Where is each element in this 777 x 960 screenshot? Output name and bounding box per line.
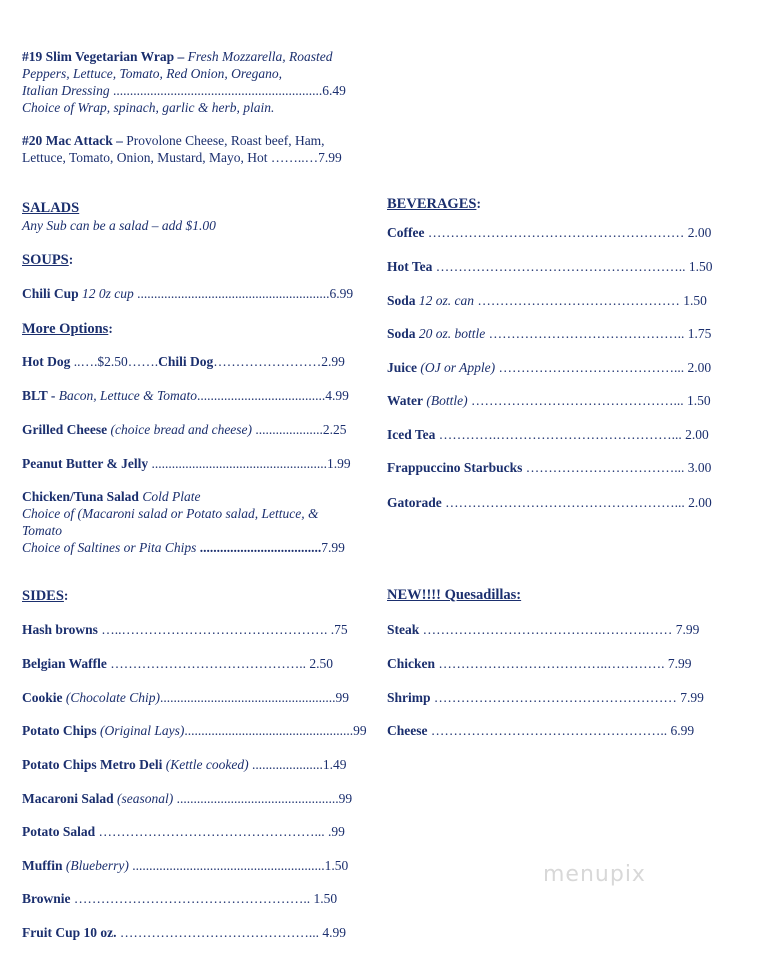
item-price: 4.99	[322, 925, 346, 940]
section-heading: SALADS	[22, 200, 80, 216]
item-price: 1.99	[326, 456, 351, 471]
item-name: Hash browns	[22, 622, 98, 637]
item-price: 1.49	[322, 757, 347, 772]
menu-item	[22, 689, 349, 706]
item-price: 1.50	[688, 259, 713, 274]
item-name: Soda	[387, 326, 416, 341]
menu-item	[22, 621, 348, 638]
item-name: Soda	[387, 293, 416, 308]
item-20	[22, 132, 342, 166]
section-heading: BEVERAGES	[387, 196, 477, 212]
menu-item	[22, 823, 345, 840]
menu-item	[387, 325, 711, 342]
item-price: 1.50	[324, 858, 349, 873]
item-price: 7.99	[680, 690, 704, 705]
menu-item	[22, 790, 352, 807]
item-price: 75	[334, 622, 348, 637]
menu-item	[387, 655, 692, 672]
item-price: 2.00	[685, 427, 709, 442]
menu-item	[22, 857, 348, 874]
item-price: 99	[353, 723, 367, 738]
item-desc: 20 oz. bottle	[415, 326, 486, 341]
menu-item	[22, 285, 353, 302]
leader-dots: ………………………………..………….	[435, 656, 668, 671]
leader-dots: ………………………………………………..	[432, 259, 689, 274]
heading-colon: :	[108, 321, 113, 336]
item-price: 2.00	[688, 495, 712, 510]
dash: –	[112, 133, 127, 148]
leader-dots: ……………………………………………...	[441, 495, 689, 510]
menu-item	[22, 455, 351, 472]
item-name: Chili Dog	[158, 354, 214, 369]
item-price: 7.99	[667, 656, 692, 671]
item-price: 2.00	[687, 225, 712, 240]
item-name: Coffee	[387, 225, 425, 240]
item-desc: Choice of Saltines or Pita Chips	[22, 540, 197, 555]
item-name: Brownie	[22, 891, 71, 906]
leader-dots: .........................................................	[132, 858, 325, 873]
item-name: Potato Salad	[22, 824, 96, 839]
item-price: 3.00	[687, 460, 712, 475]
item-price: 4.99	[325, 388, 349, 403]
item-name: Macaroni Salad	[22, 791, 114, 806]
item-name: Potato Chips	[22, 723, 97, 738]
item-name: Fruit Cup 10 oz.	[22, 925, 117, 940]
beverages-heading	[387, 195, 481, 213]
menu-item	[22, 421, 347, 438]
item-desc: (choice bread and cheese)	[107, 422, 256, 437]
item-price: 99	[331, 824, 345, 839]
menu-item	[22, 488, 345, 556]
menu-item	[387, 258, 713, 275]
item-name: Hot Dog	[22, 354, 71, 369]
leader-dots: ......................................	[197, 388, 326, 403]
item-name: Iced Tea	[387, 427, 436, 442]
leader-dots: …………………………………………………	[424, 225, 688, 240]
menu-item	[22, 890, 337, 907]
leader-dots: …………………………………………... .	[95, 824, 332, 839]
item-name: Grilled Cheese	[22, 422, 108, 437]
item-price: 2.25	[322, 422, 347, 437]
item-desc: Tomato	[22, 523, 63, 538]
item-price: 2.00	[687, 360, 712, 375]
item-desc: (Bottle)	[423, 393, 468, 408]
item-name: Chicken	[387, 656, 436, 671]
item-desc: Peppers, Lettuce, Tomato, Red Onion, Oregano,	[22, 66, 282, 81]
menu-item	[387, 292, 707, 309]
leader-dots: ………………………………………	[474, 293, 684, 308]
leader-dots: ……………………………………..	[485, 326, 688, 341]
item-name: Cheese	[387, 723, 428, 738]
menu-item	[387, 494, 712, 511]
leader-dots: ....................	[255, 422, 323, 437]
item-name: Cookie	[22, 690, 63, 705]
dash: –	[174, 49, 188, 64]
item-price: 99	[338, 791, 353, 806]
section-note: Any Sub can be a salad – add $1.00	[22, 218, 216, 233]
item-name: Hot Tea	[387, 259, 433, 274]
item-price: 2.99	[321, 354, 345, 369]
menu-item	[22, 353, 345, 370]
leader-dots: ....................................................	[148, 456, 327, 471]
leader-dots: ………………………………….……….……	[419, 622, 676, 637]
item-name: Potato Chips Metro Deli	[22, 757, 163, 772]
item-price: 2.50	[309, 656, 334, 671]
heading-colon: :	[476, 196, 481, 211]
item-name: Peanut Butter & Jelly	[22, 456, 149, 471]
menu-item	[387, 689, 704, 706]
item-price: 99	[335, 690, 349, 705]
item-desc: (Blueberry)	[62, 858, 133, 873]
item-name: Chicken/Tuna Salad	[22, 489, 139, 504]
menu-item	[387, 459, 711, 476]
menu-item	[22, 387, 349, 404]
item-price: 6.49	[322, 83, 346, 98]
section-heading: SIDES	[22, 588, 64, 604]
item-desc: Lettuce, Tomato, Onion, Mustard, Mayo, Hot ……..…	[22, 150, 319, 165]
item-desc: 12 oz. can	[415, 293, 475, 308]
item-price: 1.50	[313, 891, 338, 906]
leader-dots: ……………………………………...	[116, 925, 323, 940]
leader-dots: ……………………………………………..	[427, 723, 671, 738]
salads-section	[22, 200, 216, 234]
item-desc: Choice of Wrap, spinach, garlic & herb, plain.	[22, 100, 275, 115]
menu-item	[22, 924, 346, 941]
section-heading: SOUPS	[22, 252, 69, 268]
item-desc: Fresh Mozzarella, Roasted	[187, 49, 333, 64]
item-desc: Cold Plate	[138, 489, 201, 504]
menu-item	[387, 224, 711, 241]
section-heading: NEW!!!! Quesadillas:	[387, 587, 522, 603]
item-desc: (OJ or Apple)	[417, 360, 496, 375]
item-name: BLT -	[22, 388, 56, 403]
menu-item	[387, 426, 709, 443]
leader-dots: .....................	[251, 757, 323, 772]
item-name: #19 Slim Vegetarian Wrap	[22, 49, 175, 64]
item-name: Shrimp	[387, 690, 431, 705]
quesadillas-heading	[387, 586, 521, 604]
menu-item	[387, 621, 699, 638]
leader-dots: ……………………	[213, 354, 322, 369]
item-name: Gatorade	[387, 495, 442, 510]
menu-item	[22, 756, 346, 773]
item-price: 1.50	[683, 293, 707, 308]
leader-dots: .........................................................	[137, 286, 330, 301]
leader-dots: …..………………………………………. .	[97, 622, 335, 637]
item-name: Belgian Waffle	[22, 656, 107, 671]
item-price: 6.99	[329, 286, 354, 301]
leader-dots: ..............................................................	[109, 83, 323, 98]
menu-item	[387, 722, 694, 739]
leader-dots: ....................................................	[160, 690, 336, 705]
watermark-logo: menupix	[543, 862, 646, 887]
heading-colon: :	[68, 252, 74, 267]
item-price: 7.99	[318, 150, 342, 165]
menu-item	[387, 392, 711, 409]
item-price: 7.99	[321, 540, 345, 555]
menu-item	[387, 359, 711, 376]
item-19	[22, 48, 346, 116]
item-price: 6.99	[670, 723, 695, 738]
item-name: Juice	[387, 360, 417, 375]
leader-dots: ……………………………………..	[106, 656, 310, 671]
leader-dots: ..................................................	[184, 723, 354, 738]
item-name: Steak	[387, 622, 420, 637]
menu-item	[22, 655, 333, 672]
leader-dots: ……………………………...	[522, 460, 688, 475]
item-desc: (Chocolate Chip)	[62, 690, 160, 705]
item-price: 1.75	[687, 326, 712, 341]
leader-dots: …………………………………...	[495, 360, 688, 375]
leader-dots: ………….…………………………………...	[435, 427, 686, 442]
item-name: Water	[387, 393, 423, 408]
leader-dots: ………………………………………...	[467, 393, 687, 408]
item-desc: (Original Lays)	[96, 723, 185, 738]
section-heading: More Options	[22, 321, 109, 337]
item-price: 1.50	[686, 393, 711, 408]
item-desc: Provolone Cheese, Roast beef, Ham,	[126, 133, 325, 148]
leader-dots: ………………………………………………	[430, 690, 681, 705]
leader-dots: ……………………………………………..	[70, 891, 314, 906]
item-desc: (seasonal)	[113, 791, 177, 806]
item-name: Chili Cup	[22, 286, 79, 301]
leader-dots: ................................................	[176, 791, 339, 806]
item-name: Muffin	[22, 858, 63, 873]
menu-item	[22, 722, 367, 739]
item-desc: Italian Dressing	[22, 83, 110, 98]
item-price: 7.99	[675, 622, 700, 637]
soups-heading	[22, 251, 73, 269]
item-name: Frappuccino Starbucks	[387, 460, 523, 475]
item-desc: Bacon, Lettuce & Tomato	[55, 388, 198, 403]
item-desc: (Kettle cooked)	[162, 757, 252, 772]
item-desc: 12 0z cup	[78, 286, 138, 301]
item-name: #20 Mac Attack	[22, 133, 113, 148]
item-desc: Choice of (Macaroni salad or Potato salad, Lettuce, &	[22, 506, 319, 521]
more-options-heading	[22, 320, 113, 338]
leader-dots: ....................................	[196, 540, 322, 555]
item-desc: ..….$2.50…….	[70, 354, 159, 369]
heading-colon: :	[63, 588, 69, 603]
sides-heading	[22, 587, 68, 605]
